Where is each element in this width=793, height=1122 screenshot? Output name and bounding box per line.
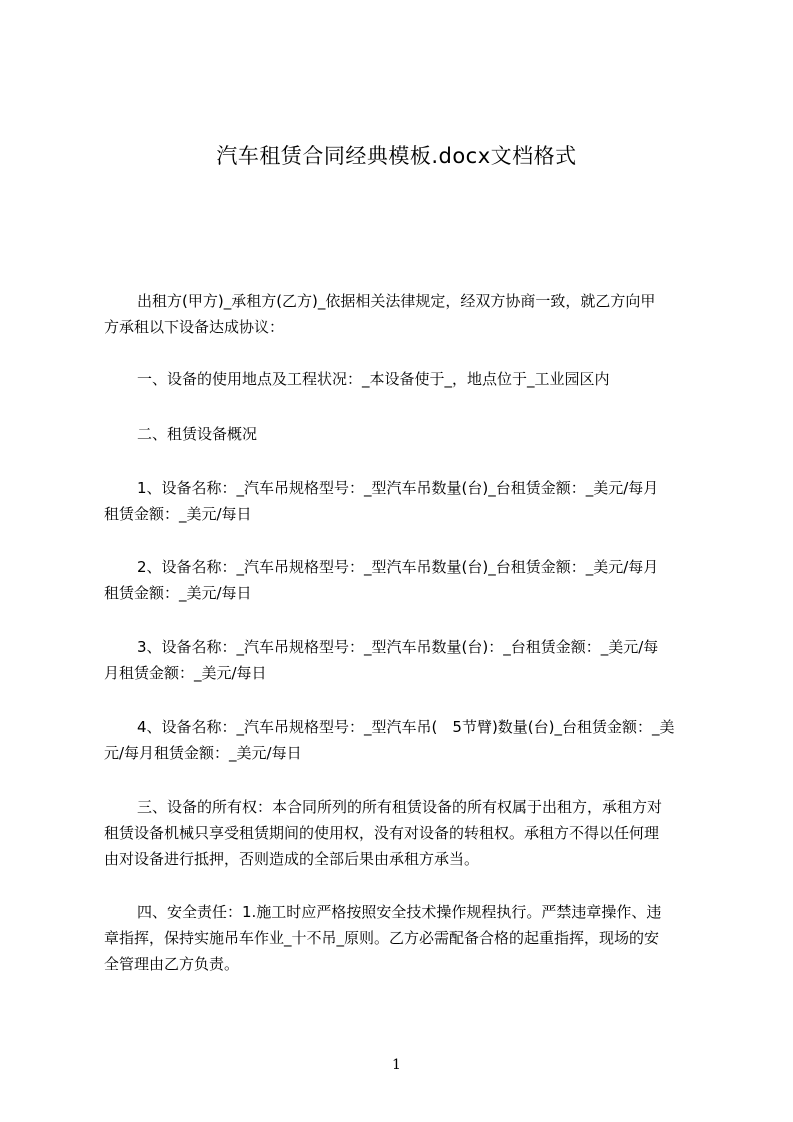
paragraph-line: 2、设备名称：_汽车吊规格型号：_型汽车吊数量(台)_台租赁金额：_美元/每月: [137, 558, 659, 576]
paragraph-line: 租赁设备机械只享受租赁期间的使用权，没有对设备的转租权。承租方不得以任何理: [104, 824, 660, 842]
paragraph-line: 全管理由乙方负责。: [104, 955, 240, 973]
paragraph-line: 1、设备名称：_汽车吊规格型号：_型汽车吊数量(台)_台租赁金额：_美元/每月: [137, 479, 659, 497]
equipment-item-4: [104, 714, 702, 766]
section-3-paragraph: [104, 794, 702, 872]
equipment-item-2: [104, 554, 702, 606]
section-1-paragraph: [104, 366, 702, 392]
paragraph-line: 3、设备名称：_汽车吊规格型号：_型汽车吊数量(台)：_台租赁金额：_美元/每: [137, 638, 659, 656]
intro-paragraph: [104, 288, 702, 340]
paragraph-line: 方承租以下设备达成协议：: [104, 318, 285, 336]
paragraph-line: 一、设备的使用地点及工程状况：_本设备使于_，地点位于_工业园区内: [137, 370, 610, 388]
paragraph-line: 二、租赁设备概况: [137, 425, 258, 443]
equipment-item-1: [104, 475, 702, 527]
equipment-item-3: [104, 634, 702, 686]
paragraph-line: 4、设备名称：_汽车吊规格型号：_型汽车吊( 5节臂)数量(台)_台租赁金额：_美: [137, 718, 675, 736]
paragraph-line: 由对设备进行抵押，否则造成的全部后果由承租方承当。: [104, 850, 480, 868]
paragraph-line: 月租赁金额：_美元/每日: [104, 664, 267, 682]
paragraph-line: 租赁金额：_美元/每日: [104, 505, 252, 523]
document-title: 汽车租赁合同经典模板.docx文档格式: [216, 144, 577, 168]
section-2-heading: [104, 421, 702, 447]
paragraph-line: 租赁金额：_美元/每日: [104, 584, 252, 602]
paragraph-line: 章指挥，保持实施吊车作业_十不吊_原则。乙方必需配备合格的起重指挥，现场的安: [104, 929, 660, 947]
paragraph-line: 出租方(甲方)_承租方(乙方)_依据相关法律规定，经双方协商一致，就乙方向甲: [137, 292, 656, 310]
page-number: 1: [392, 1057, 401, 1073]
paragraph-line: 三、设备的所有权：本合同所列的所有租赁设备的所有权属于出租方，承租方对: [137, 798, 663, 816]
paragraph-line: 四、安全责任：1.施工时应严格按照安全技术操作规程执行。严禁违章操作、违: [137, 903, 662, 921]
section-4-paragraph: [104, 899, 702, 977]
paragraph-line: 元/每月租赁金额：_美元/每日: [104, 744, 302, 762]
